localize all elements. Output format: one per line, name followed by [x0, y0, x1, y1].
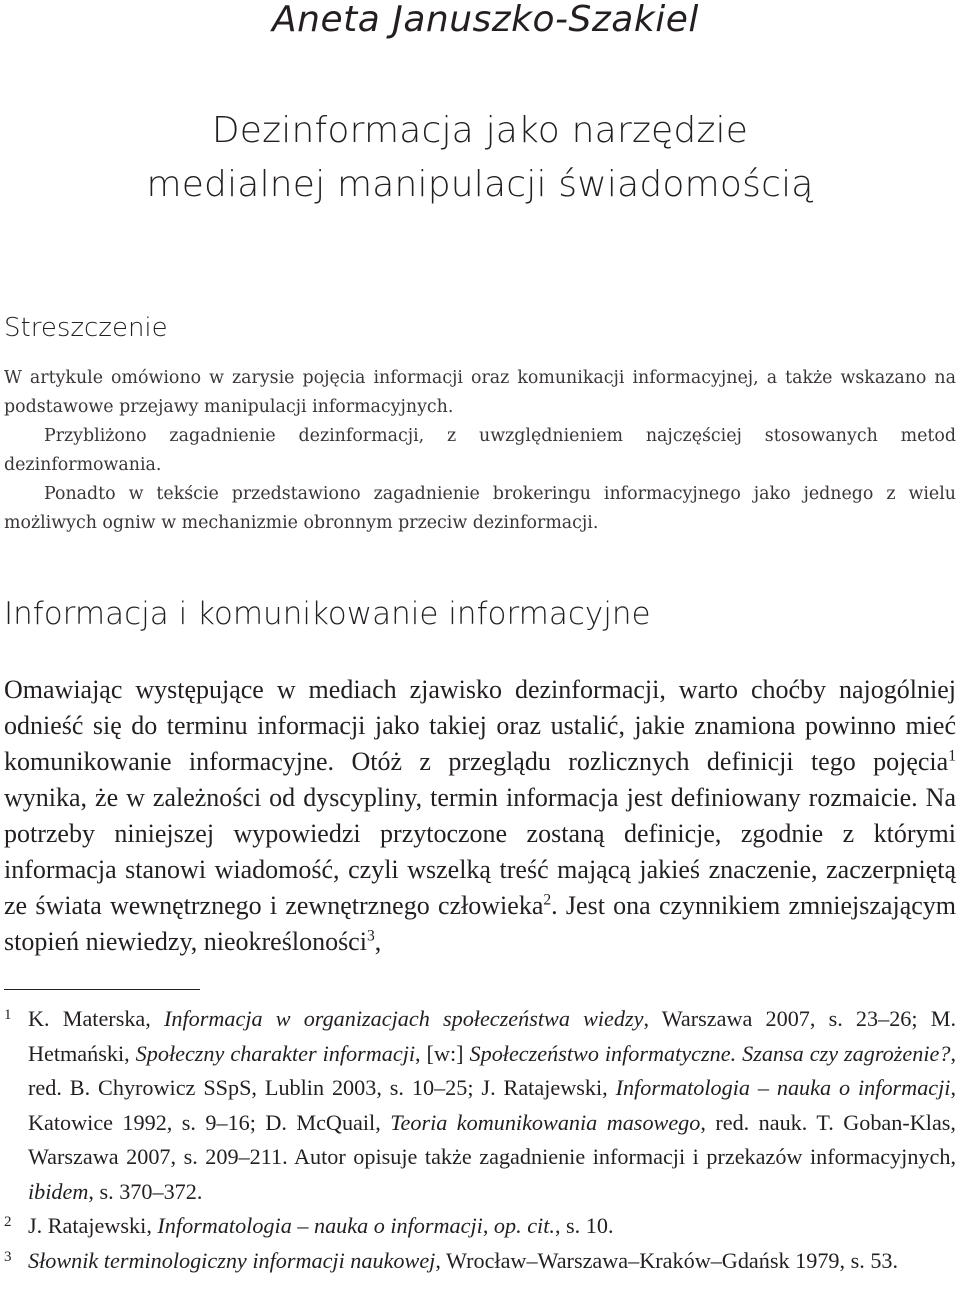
footnote-text: , [482, 1213, 494, 1238]
footnote-ref: 1 [948, 747, 956, 765]
body-text-run: Omawiając występujące w mediach zjawisko dezinformacji, warto choćby najogólniej odnieść się do terminu informacji jako takiej oraz ustalić, jakie znamiona powinno mieć komunikowanie informacyjne. Otóż z przeglądu rozlicznych definicji tego pojęcia [4, 675, 956, 776]
footnote-text: , Katowice 1992, s. 9–16; D. McQuail, [28, 1075, 957, 1135]
footnote-number: 3 [4, 1248, 12, 1265]
footnote-text: , red. B. Chyrowicz SSpS, Lublin 2003, s. 10–25; J. Ratajewski, [28, 1040, 956, 1100]
article-title [100, 104, 860, 212]
title-line-2: medialnej manipulacji świadomością [146, 164, 814, 205]
title-line-1: Dezinformacja jako narzędzie [211, 110, 749, 151]
footnote-italic: Teoria komunikowania masowego [390, 1109, 701, 1135]
footnote-italic: Społeczeństwo informatyczne. Szansa czy zagrożenie? [469, 1040, 951, 1066]
footnote-text: , Warszawa 2007, s. 23–26; M. Hetmański, [28, 1006, 956, 1066]
footnotes [4, 1002, 956, 1278]
abstract-paragraph: W artykule omówiono w zarysie pojęcia informacji oraz komunikacji informacyjnej, a także wskazano na podstawowe przejawy manipulacji informacyjnych. [4, 368, 956, 417]
abstract-text [4, 364, 956, 538]
footnote-italic: Informacja w organizacjach społeczeństwa wiedzy [163, 1006, 644, 1031]
footnote-text: K. Materska, [28, 1006, 164, 1031]
footnote-italic: ibidem [28, 1178, 89, 1204]
footnote-text: , Wrocław–Warszawa–Kraków–Gdańsk 1979, s. 53. [435, 1247, 899, 1273]
footnote-ref: 3 [366, 927, 375, 945]
footnote-text: , [w:] [415, 1040, 470, 1066]
body-text-run: . Jest ona czynnikiem zmniejszającym stopień niewiedzy, nieokreśloności [4, 891, 956, 956]
body-text-run: , [374, 927, 382, 956]
footnote-number: 2 [4, 1214, 12, 1230]
footnote-italic: Informatologia – nauka o informacji [157, 1213, 483, 1238]
abstract-paragraph: Przybliżono zagadnienie dezinformacji, z uwzględnieniem najczęściej stosowanych metod dezinformowania. [4, 426, 956, 475]
footnote-italic: Społeczny charakter informacji [135, 1040, 416, 1066]
body-text-run: wynika, że w zależności od dyscypliny, termin informacja jest definiowany rozmaicie. Na potrzeby niniejszej wypowiedzi przytoczone zostaną definicje, zgodnie z którymi informacja stanowi wiadomość, czyli wszelką treść mającą jakieś znaczenie, zaczerpniętą ze świata wewnętrznego i zewnętrznego człowieka [4, 783, 956, 920]
footnote-1 [4, 1002, 956, 1209]
footnote-2 [4, 1209, 956, 1244]
section-heading: Informacja i komunikowanie informacyjne [4, 596, 651, 632]
footnote-text: , s. 10. [554, 1213, 614, 1238]
footnote-italic: Słownik terminologiczny informacji naukowej [28, 1247, 436, 1273]
footnote-ref: 2 [543, 891, 552, 909]
footnote-italic: op. cit. [493, 1213, 555, 1238]
footnote-text: J. Ratajewski, [28, 1213, 158, 1238]
abstract-paragraph: Ponadto w tekście przedstawiono zagadnienie brokeringu informacyjnego jako jednego z wielu możliwych ogniw w mechanizmie obronnym przeciw dezinformacji. [4, 484, 956, 533]
footnote-divider [4, 989, 200, 990]
footnote-number: 1 [4, 1007, 12, 1023]
footnote-text: , s. 370–372. [88, 1178, 203, 1204]
body-paragraph [4, 672, 956, 960]
abstract-heading: Streszczenie [4, 313, 168, 343]
footnote-3 [4, 1244, 956, 1279]
footnote-text: , red. nauk. T. Goban-Klas, Warszawa 2007, s. 209–211. Autor opisuje także zagadnienie informacji i przekazów informacyjnych, [28, 1109, 956, 1169]
footnote-italic: Informatologia – nauka o informacji [615, 1075, 951, 1100]
author-name: Aneta Januszko-Szakiel [272, 0, 699, 40]
